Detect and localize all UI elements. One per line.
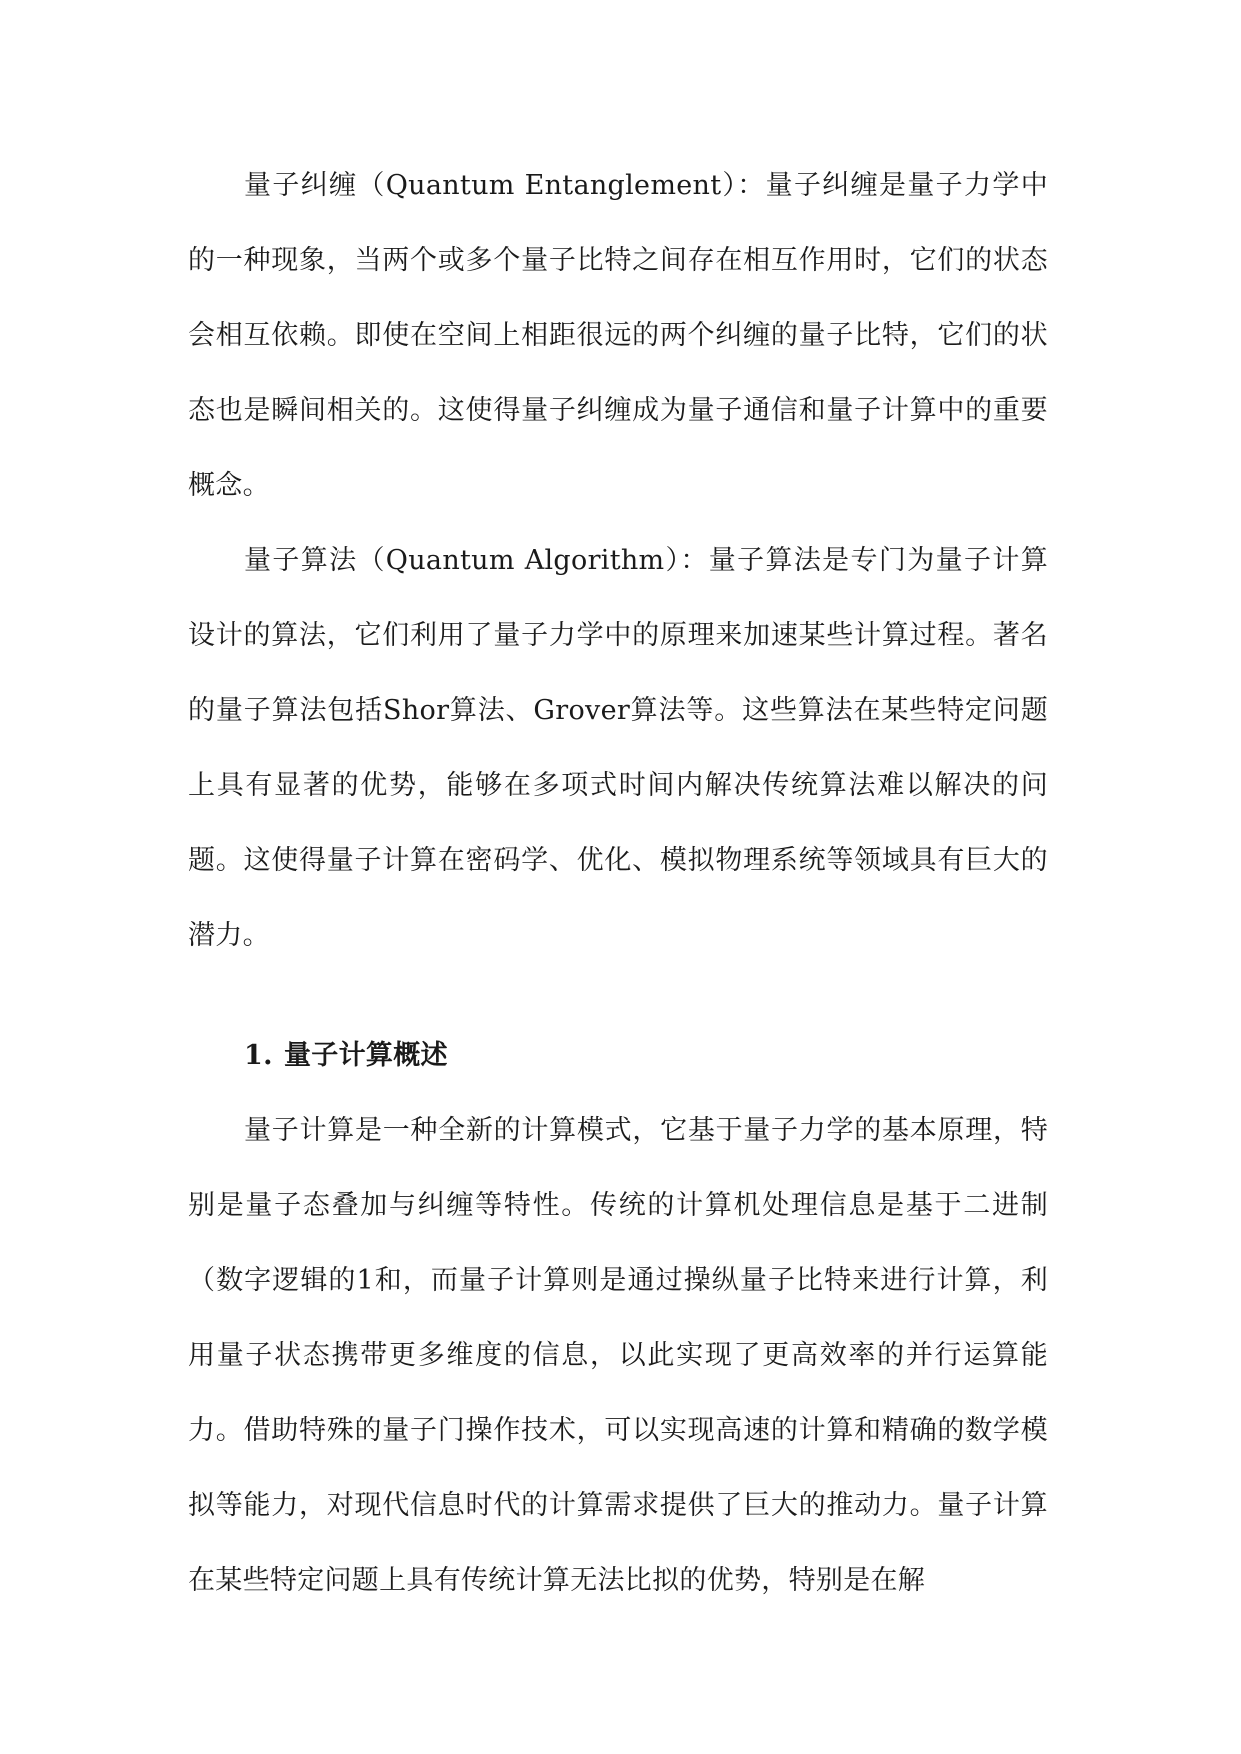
paragraph-quantum-algorithm: 量子算法（Quantum Algorithm）：量子算法是专门为量子计算设计的算法，它们利用了量子力学中的原理来加速某些计算过程。著名的量子算法包括Shor算法、Grover算法等。这些算法在某些特定问题上具有显著的优势，能够在多项式时间内解决传统算法难以解决的问题。这使得量子计算在密码学、优化、模拟物理系统等领域具有巨大的潜力。 [188, 545, 1048, 951]
paragraph-quantum-computing-overview: 量子计算是一种全新的计算模式，它基于量子力学的基本原理，特别是量子态叠加与纠缠等特性。传统的计算机处理信息是基于二进制（数字逻辑的1和，而量子计算则是通过操纵量子比特来进行计算，利用量子状态携带更多维度的信息，以此实现了更高效率的并行运算能力。借助特殊的量子门操作技术，可以实现高速的计算和精确的数学模拟等能力，对现代信息时代的计算需求提供了巨大的推动力。量子计算在某些特定问题上具有传统计算无法比拟的优势，特别是在解 [188, 1115, 1048, 1596]
section-number: 1. [244, 1040, 273, 1071]
section-heading [188, 1018, 1048, 1093]
document-body [188, 148, 1048, 1618]
section-title: 量子计算概述 [284, 1040, 448, 1071]
paragraph-quantum-entanglement: 量子纠缠（Quantum Entanglement）：量子纠缠是量子力学中的一种现象，当两个或多个量子比特之间存在相互作用时，它们的状态会相互依赖。即使在空间上相距很远的两个纠缠的量子比特，它们的状态也是瞬间相关的。这使得量子纠缠成为量子通信和量子计算中的重要概念。 [188, 170, 1048, 501]
